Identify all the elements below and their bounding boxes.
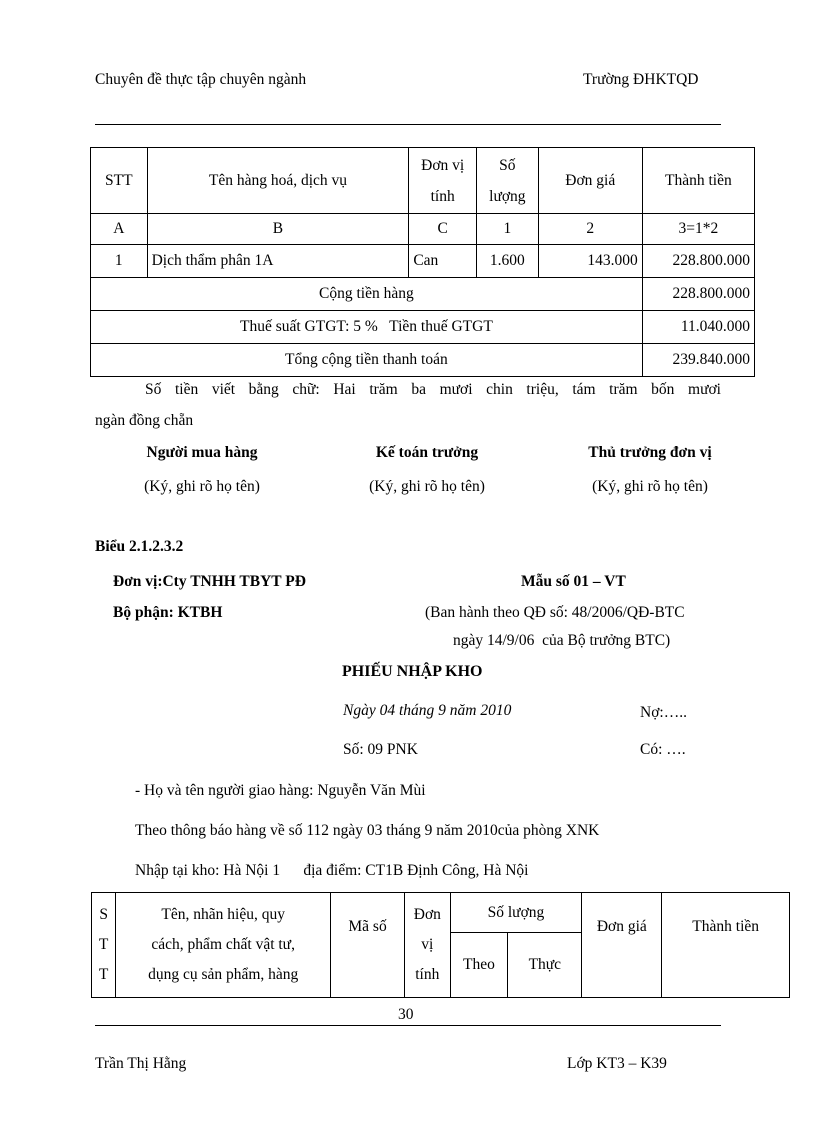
receipt-col-name bbox=[116, 893, 331, 998]
bieu-label: Biểu 2.1.2.3.2 bbox=[95, 538, 184, 555]
signature-buyer-note: (Ký, ghi rõ họ tên) bbox=[144, 478, 260, 495]
page-number: 30 bbox=[398, 1006, 414, 1023]
row-qty: 1.600 bbox=[477, 245, 539, 278]
receipt-date: Ngày 04 tháng 9 năm 2010 bbox=[343, 702, 512, 719]
warehouse-location: Nhập tại kho: Hà Nội 1 địa điểm: CT1B Định Công, Hà Nội bbox=[135, 862, 529, 879]
stt-t2: T bbox=[98, 966, 109, 983]
grand-total-row bbox=[91, 344, 755, 377]
col-unit bbox=[409, 148, 477, 214]
row-name: Dịch thẩm phân 1A bbox=[147, 245, 409, 278]
row-total: 228.800.000 bbox=[642, 245, 754, 278]
table-row bbox=[91, 245, 755, 278]
row-unit: Can bbox=[409, 245, 477, 278]
footer-right: Lớp KT3 – K39 bbox=[567, 1055, 667, 1072]
signature-buyer-title: Người mua hàng bbox=[146, 444, 258, 461]
stt-t1: T bbox=[98, 936, 109, 953]
grand-label: Tổng cộng tiền thanh toán bbox=[91, 344, 643, 377]
ban-hanh-l2: ngày 14/9/06 của Bộ trưởng BTC) bbox=[453, 632, 671, 649]
amount-in-words-cont: ngàn đồng chẵn bbox=[95, 412, 194, 429]
invoice-table bbox=[90, 147, 755, 377]
ban-hanh-l1: (Ban hành theo QĐ số: 48/2006/QĐ-BTC bbox=[425, 604, 685, 621]
name-l1: Tên, nhãn hiệu, quy bbox=[161, 906, 285, 923]
phieu-title: PHIẾU NHẬP KHO bbox=[342, 663, 483, 680]
header-left: Chuyên đề thực tập chuyên ngành bbox=[95, 71, 307, 88]
amount-in-words: Số tiền viết bằng chữ: Hai trăm ba mươi chin triệu, tám trăm bốn mươi bbox=[145, 381, 721, 398]
subtotal-label: Cộng tiền hàng bbox=[91, 278, 643, 311]
col-qty bbox=[477, 148, 539, 214]
code-3: 3=1*2 bbox=[642, 214, 754, 245]
col-qty-l1: Số bbox=[499, 156, 516, 174]
signature-accountant-note: (Ký, ghi rõ họ tên) bbox=[369, 478, 485, 495]
receipt-col-qty: Số lượng bbox=[450, 893, 582, 933]
notice-ref: Theo thông báo hàng về số 112 ngày 03 tháng 9 năm 2010của phòng XNK bbox=[135, 822, 600, 839]
invoice-header-row bbox=[91, 148, 755, 214]
col-total: Thành tiền bbox=[642, 148, 754, 214]
receipt-col-qty-doc: Theo bbox=[450, 933, 508, 998]
no-account: Nợ:….. bbox=[640, 704, 687, 721]
code-b: B bbox=[147, 214, 409, 245]
row-price: 143.000 bbox=[538, 245, 642, 278]
receipt-col-unit bbox=[405, 893, 451, 998]
header-right: Trường ĐHKTQD bbox=[583, 71, 699, 88]
code-c: C bbox=[409, 214, 477, 245]
name-l3: dụng cụ sản phẩm, hàng bbox=[148, 966, 299, 983]
name-l2: cách, phẩm chất vật tư, bbox=[151, 936, 295, 953]
receipt-col-price: Đơn giá bbox=[582, 893, 662, 998]
code-2: 2 bbox=[538, 214, 642, 245]
footer-rule bbox=[95, 1025, 721, 1026]
signature-director-note: (Ký, ghi rõ họ tên) bbox=[592, 478, 708, 495]
col-unit-l2: tính bbox=[430, 187, 455, 205]
vat-value: 11.040.000 bbox=[642, 311, 754, 344]
code-a: A bbox=[91, 214, 148, 245]
receipt-col-stt bbox=[92, 893, 116, 998]
receipt-col-code: Mã số bbox=[331, 893, 405, 998]
grand-value: 239.840.000 bbox=[642, 344, 754, 377]
footer-left: Trần Thị Hằng bbox=[95, 1055, 187, 1072]
invoice-code-row bbox=[91, 214, 755, 245]
bo-phan: Bộ phận: KTBH bbox=[113, 604, 223, 621]
dvt-l3: tính bbox=[415, 966, 440, 983]
subtotal-row bbox=[91, 278, 755, 311]
col-qty-l2: lượng bbox=[489, 187, 526, 205]
vat-label: Thuế suất GTGT: 5 % Tiền thuế GTGT bbox=[91, 311, 643, 344]
row-stt: 1 bbox=[91, 245, 148, 278]
receipt-number: Số: 09 PNK bbox=[343, 741, 418, 758]
col-price: Đơn giá bbox=[538, 148, 642, 214]
deliverer-name: - Họ và tên người giao hàng: Nguyễn Văn Mùi bbox=[135, 782, 426, 799]
receipt-col-total: Thành tiền bbox=[662, 893, 790, 998]
signature-director-title: Thủ trưởng đơn vị bbox=[588, 444, 712, 461]
code-1: 1 bbox=[477, 214, 539, 245]
subtotal-value: 228.800.000 bbox=[642, 278, 754, 311]
receipt-col-qty-actual: Thực bbox=[508, 933, 582, 998]
col-name: Tên hàng hoá, dịch vụ bbox=[147, 148, 409, 214]
don-vi: Đơn vị:Cty TNHH TBYT PĐ bbox=[113, 573, 306, 590]
header-rule bbox=[95, 124, 721, 125]
signature-accountant-title: Kế toán trưởng bbox=[375, 444, 479, 461]
mau-so: Mẫu số 01 – VT bbox=[521, 573, 626, 590]
col-unit-l1: Đơn vị bbox=[421, 156, 465, 174]
col-stt: STT bbox=[91, 148, 148, 214]
vat-row bbox=[91, 311, 755, 344]
dvt-l1: Đơn bbox=[413, 906, 441, 923]
co-account: Có: …. bbox=[640, 741, 686, 758]
dvt-l2: vị bbox=[421, 936, 434, 953]
receipt-table bbox=[91, 892, 790, 998]
stt-s: S bbox=[99, 906, 108, 923]
